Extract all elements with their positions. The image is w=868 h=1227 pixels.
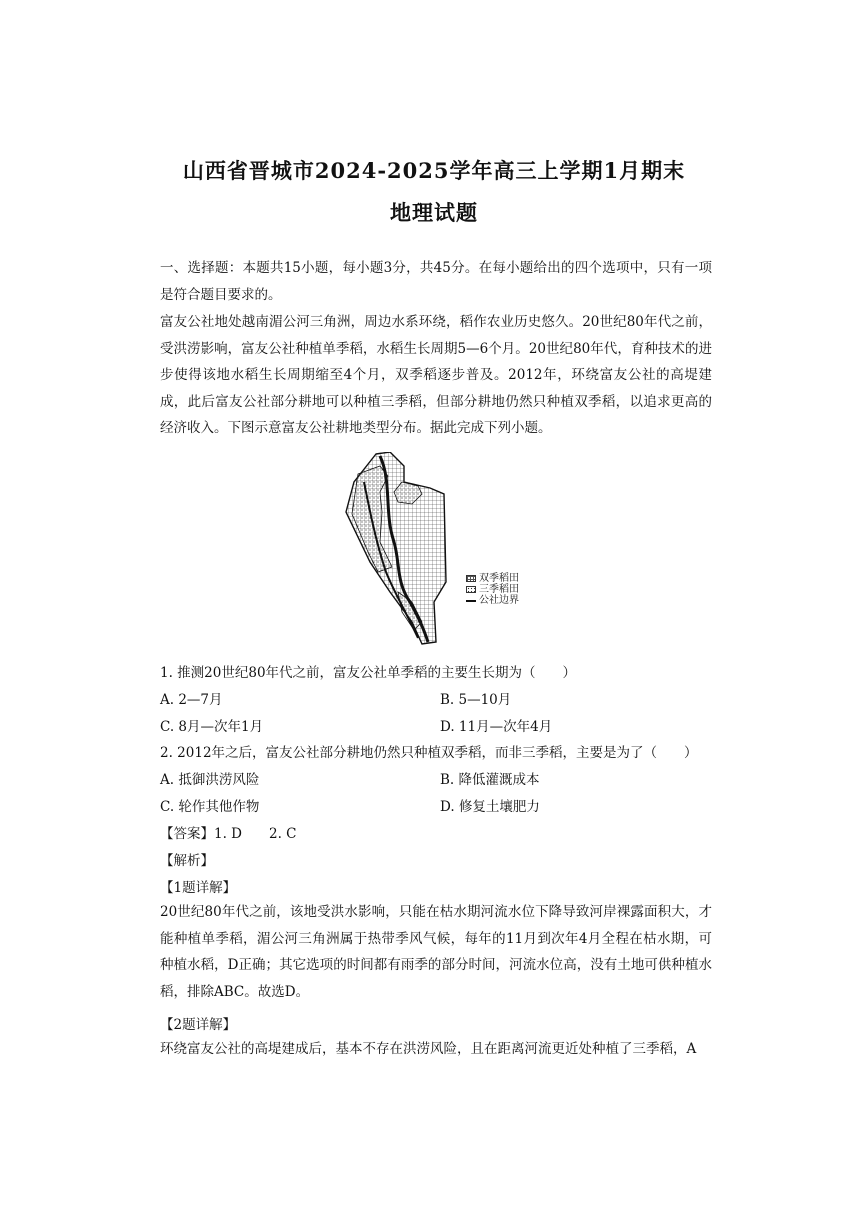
question-2-stem: 2. 2012年之后，富友公社部分耕地仍然只种植双季稻，而非三季稻，主要是为了（ ） bbox=[160, 745, 698, 761]
q1-option-b[interactable]: B. 5—10月 bbox=[440, 692, 512, 708]
q1-option-a[interactable]: A. 2—7月 bbox=[160, 692, 223, 708]
detail-1-text: 20世纪80年代之前，该地受洪水影响，只能在枯水期河流水位下降导致河岸裸露面积大，才能种植单季稻，湄公河三角洲属于热带季风气候，每年的11月到次年4月全程在枯水期，可种植水稻，D正确；其它选项的时间都有雨季的部分时间，河流水位高，没有土地可供种植水稻，排除ABC。故选D。 bbox=[160, 904, 712, 1000]
solid-line-icon bbox=[466, 600, 476, 602]
q2-option-b[interactable]: B. 降低灌溉成本 bbox=[440, 772, 540, 788]
legend-label: 三季稻田 bbox=[479, 584, 519, 595]
q2-option-a[interactable]: A. 抵御洪涝风险 bbox=[160, 772, 260, 788]
farmland-map-figure bbox=[340, 452, 460, 647]
dot-pattern-icon bbox=[466, 586, 476, 593]
legend-item bbox=[466, 584, 519, 595]
legend-item bbox=[466, 595, 519, 606]
section-intro: 一、选择题：本题共15小题，每小题3分，共45分。在每小题给出的四个选项中，只有一项是符合题目要求的。 bbox=[160, 260, 712, 303]
q1-option-d[interactable]: D. 11月—次年4月 bbox=[440, 719, 553, 735]
legend-label: 公社边界 bbox=[479, 595, 519, 606]
detail-2-text: 环绕富友公社的高堤建成后，基本不存在洪涝风险，且在距离河流更近处种植了三季稻，A bbox=[160, 1041, 697, 1057]
answer-line: 【答案】1. D 2. C bbox=[160, 826, 297, 842]
q2-option-c[interactable]: C. 轮作其他作物 bbox=[160, 799, 260, 815]
page-subtitle: 地理试题 bbox=[390, 200, 478, 225]
detail-2-label: 【2题详解】 bbox=[160, 1017, 237, 1033]
detail-1-label: 【1题详解】 bbox=[160, 880, 237, 896]
analysis-label: 【解析】 bbox=[160, 853, 214, 869]
q1-option-c[interactable]: C. 8月—次年1月 bbox=[160, 719, 264, 735]
legend-item bbox=[466, 573, 519, 584]
grid-pattern-icon bbox=[466, 575, 476, 582]
material-paragraph: 富友公社地处越南湄公河三角洲，周边水系环绕，稻作农业历史悠久。20世纪80年代之前，受洪涝影响，富友公社种植单季稻，水稻生长周期5—6个月。20世纪80年代，育种技术的进步使得该地水稻生长周期缩至4个月，双季稻逐步普及。2012年，环绕富友公社的高堤建成，此后富友公社部分耕地可以种植三季稻，但部分耕地仍然只种植双季稻，以追求更高的经济收入。下图示意富友公社耕地类型分布。据此完成下列小题。 bbox=[160, 314, 712, 436]
map-legend bbox=[466, 573, 519, 606]
page-title: 山西省晋城市2024-2025学年高三上学期1月期末 bbox=[182, 158, 686, 183]
q2-option-d[interactable]: D. 修复土壤肥力 bbox=[440, 799, 540, 815]
question-1-stem: 1. 推测20世纪80年代之前，富友公社单季稻的主要生长期为（ ） bbox=[160, 665, 577, 681]
legend-label: 双季稻田 bbox=[479, 573, 519, 584]
